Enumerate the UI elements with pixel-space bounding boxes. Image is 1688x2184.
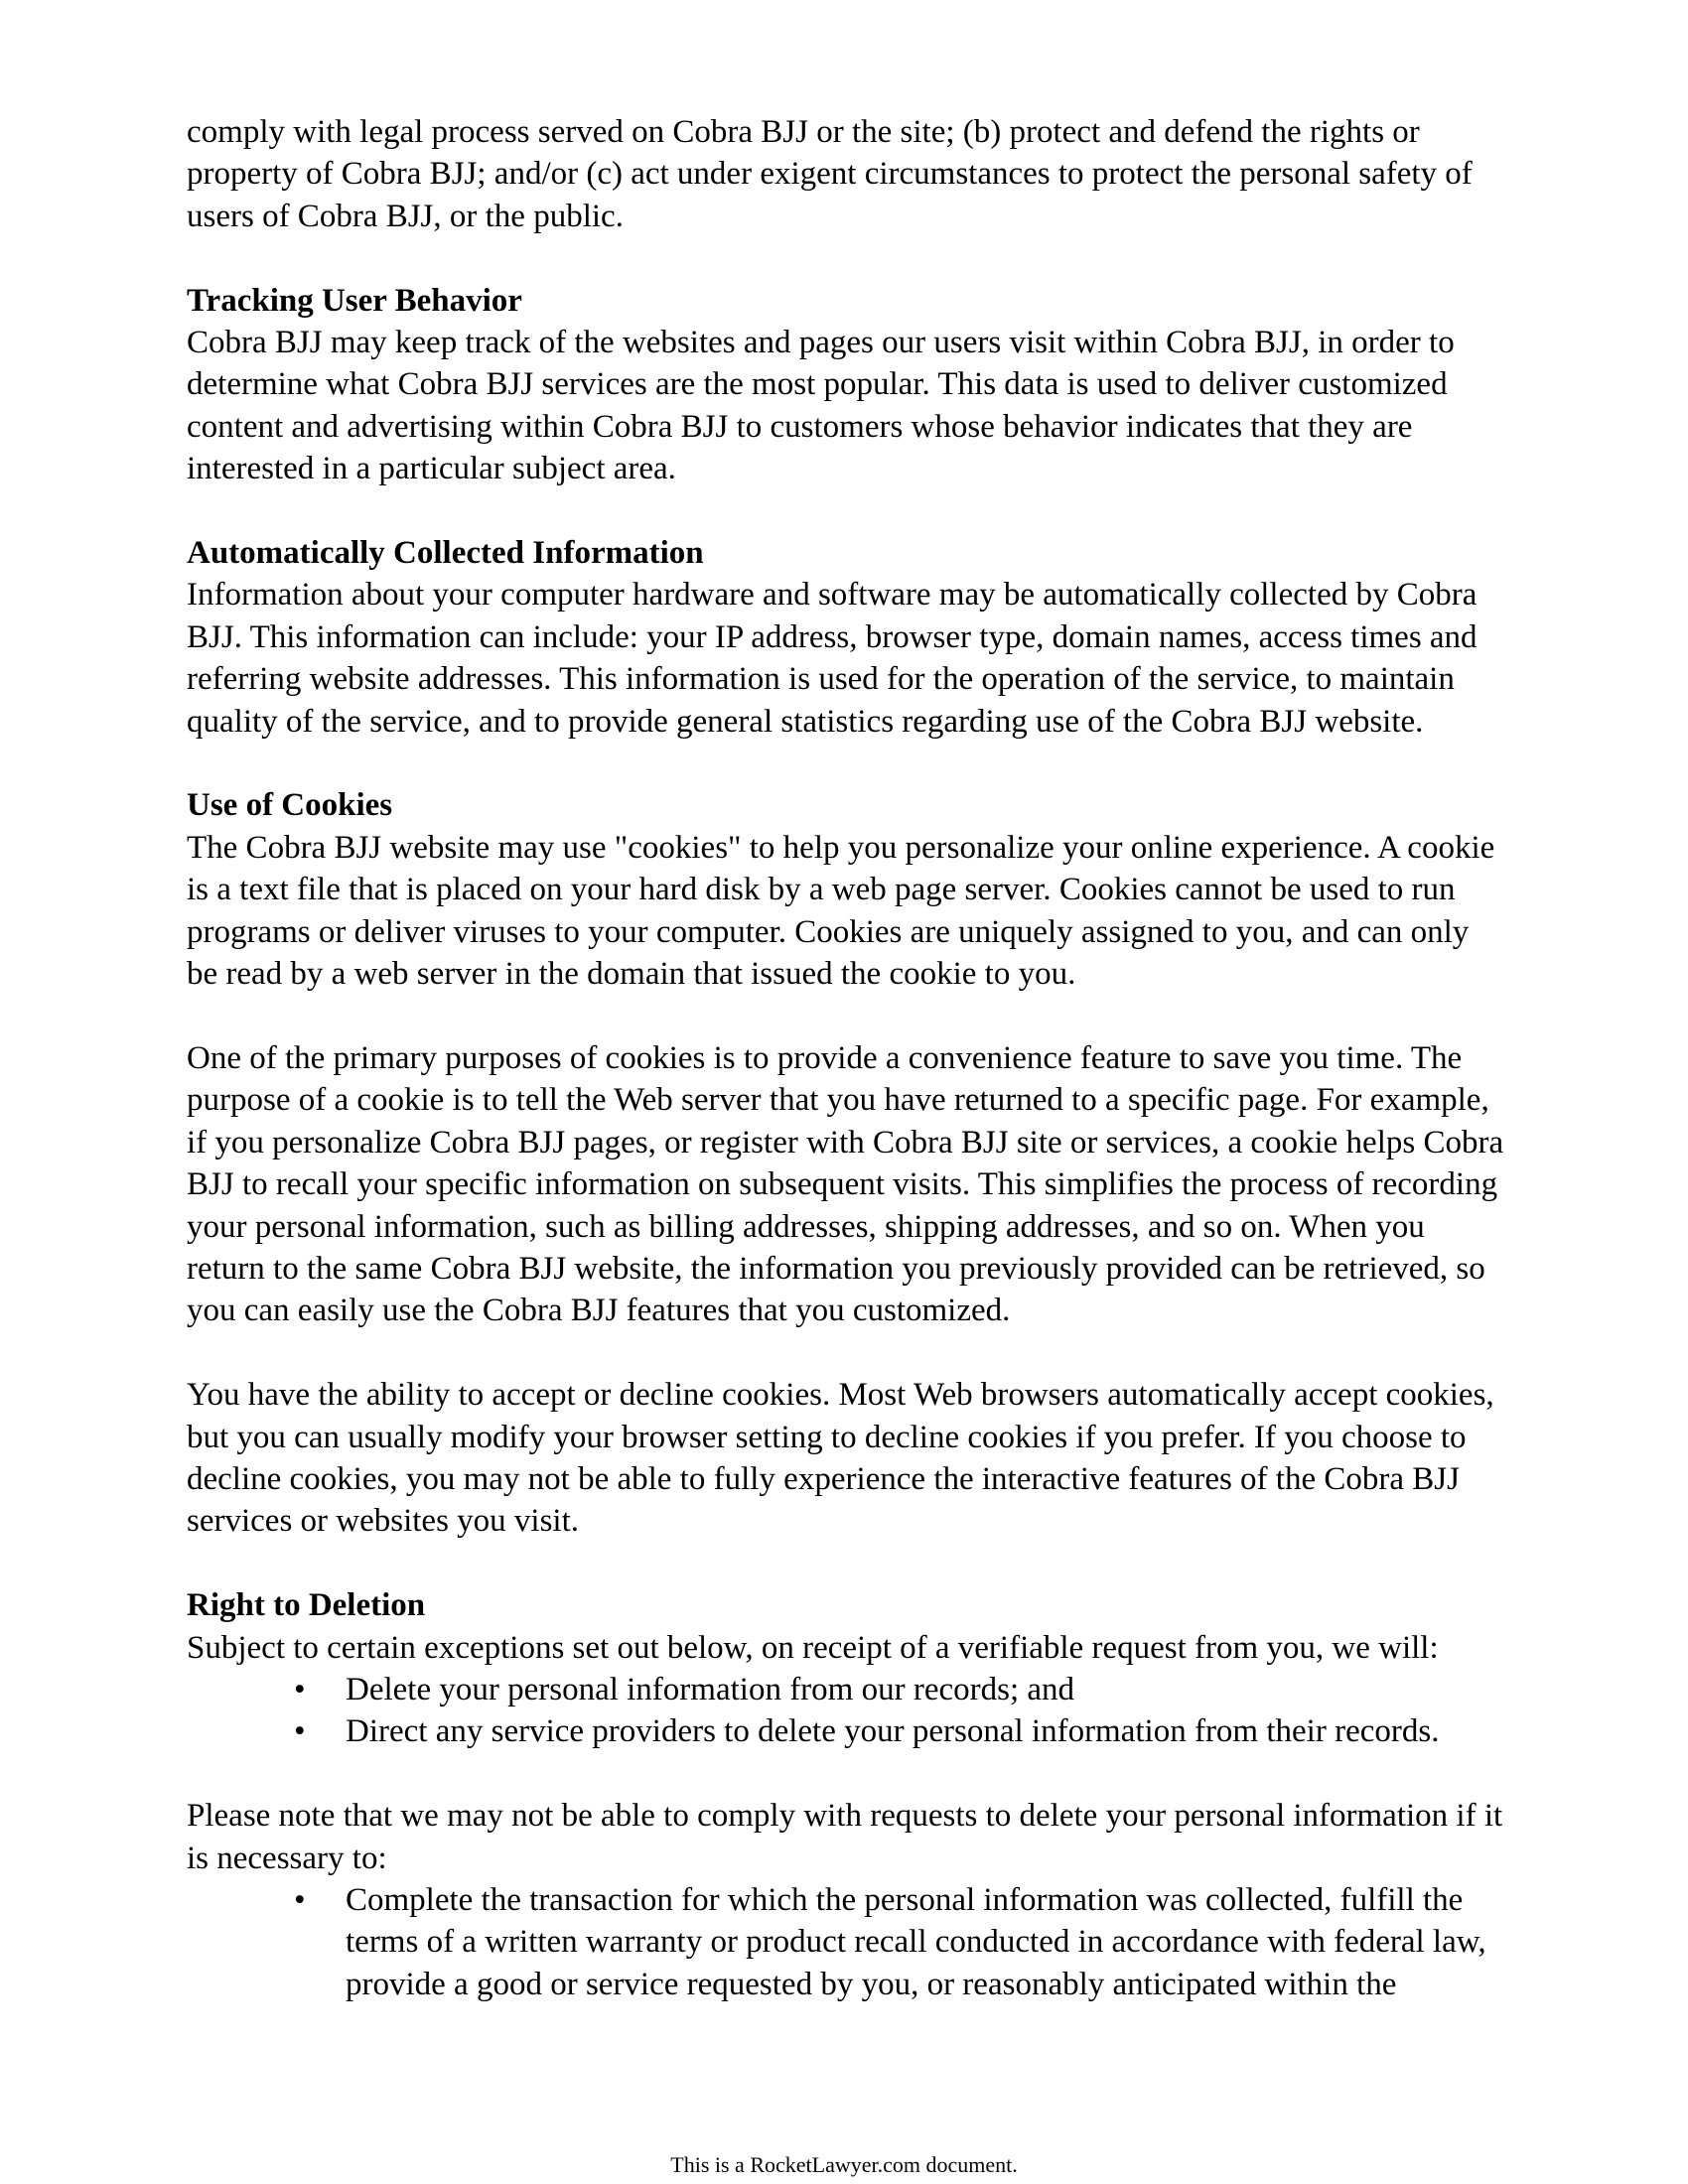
bullet-icon: • [294,1671,306,1707]
intro-paragraph: comply with legal process served on Cobra BJJ or the site; (b) protect and defend the rights or property of Cobra BJJ; and/or (c) act under exigent circumstances to protect the personal safety of users of Cobra BJJ, or the public. [187,114,1473,234]
list-item-text: Delete your personal information from our records; and [346,1671,1075,1707]
section-tracking-user-behavior [187,280,1507,490]
deletion-actions-list [187,1669,1507,1753]
bullet-icon: • [294,1881,306,1918]
bullet-icon: • [294,1713,306,1750]
list-item [187,1879,1507,2005]
section-paragraph: One of the primary purposes of cookies is to provide a convenience feature to save you time. The purpose of a cookie is to tell the Web server that you have returned to a specific page. For example, if you personalize Cobra BJJ pages, or register with Cobra BJJ site or services, a cookie helps Cobra BJJ to recall your specific information on subsequent visits. This simplifies the process of recording your personal information, such as billing addresses, shipping addresses, and so on. When you return to the same Cobra BJJ website, the information you previously provided can be retrieved, so you can easily use the Cobra BJJ features that you customized. [187,1039,1504,1329]
section-heading: Automatically Collected Information [187,535,704,572]
cookies-accept-decline-block [187,1374,1507,1543]
section-right-to-deletion [187,1584,1507,1753]
list-item-text: Complete the transaction for which the personal information was collected, fulfill the terms of a written warranty or product recall conducted in accordance with federal law, provide a good or service requested by you, or reasonably anticipated within the [346,1881,1486,2002]
section-heading: Right to Deletion [187,1587,426,1624]
section-paragraph: Cobra BJJ may keep track of the websites and pages our users visit within Cobra BJJ, in order to determine what Cobra BJJ services are the most popular. This data is used to deliver customized content and advertising within Cobra BJJ to customers whose behavior indicates that they are interested in a particular subject area. [187,325,1455,487]
section-paragraph: The Cobra BJJ website may use "cookies" to help you personalize your online experience. A cookie is a text file that is placed on your hard disk by a web page server. Cookies cannot be used to run programs or deliver viruses to your computer. Cookies are uniquely assigned to you, and can only be read by a web server in the domain that issued the cookie to you. [187,829,1495,993]
document-body [187,111,1507,2005]
section-paragraph: Please note that we may not be able to comply with requests to delete your personal information if it is necessary to: [187,1798,1503,1876]
deletion-exceptions-block [187,1795,1507,2005]
deletion-exceptions-list [187,1879,1507,2005]
section-heading: Use of Cookies [187,787,393,824]
section-paragraph: Subject to certain exceptions set out below, on receipt of a verifiable request from you, we will: [187,1629,1439,1666]
list-item [187,1710,1507,1752]
section-automatically-collected-information [187,532,1507,743]
section-paragraph: You have the ability to accept or decline cookies. Most Web browsers automatically accept cookies, but you can usually modify your browser setting to decline cookies if you prefer. If you choose to decline cookies, you may not be able to fully experience the interactive features of the Cobra BJJ services or websites you visit. [187,1377,1494,1540]
page-footer: This is a RocketLawyer.com document. [670,2152,1018,2177]
list-item-text: Direct any service providers to delete your personal information from their records. [346,1713,1440,1750]
section-use-of-cookies [187,784,1507,995]
list-item [187,1669,1507,1710]
section-heading: Tracking User Behavior [187,282,522,319]
cookies-purpose-block [187,1037,1507,1332]
section-paragraph: Information about your computer hardware and software may be automatically collected by Cobra BJJ. This information can include: your IP address, browser type, domain names, access times and referring website addresses. This information is used for the operation of the service, to maintain quality of the service, and to provide general statistics regarding use of the Cobra BJJ website. [187,577,1477,740]
